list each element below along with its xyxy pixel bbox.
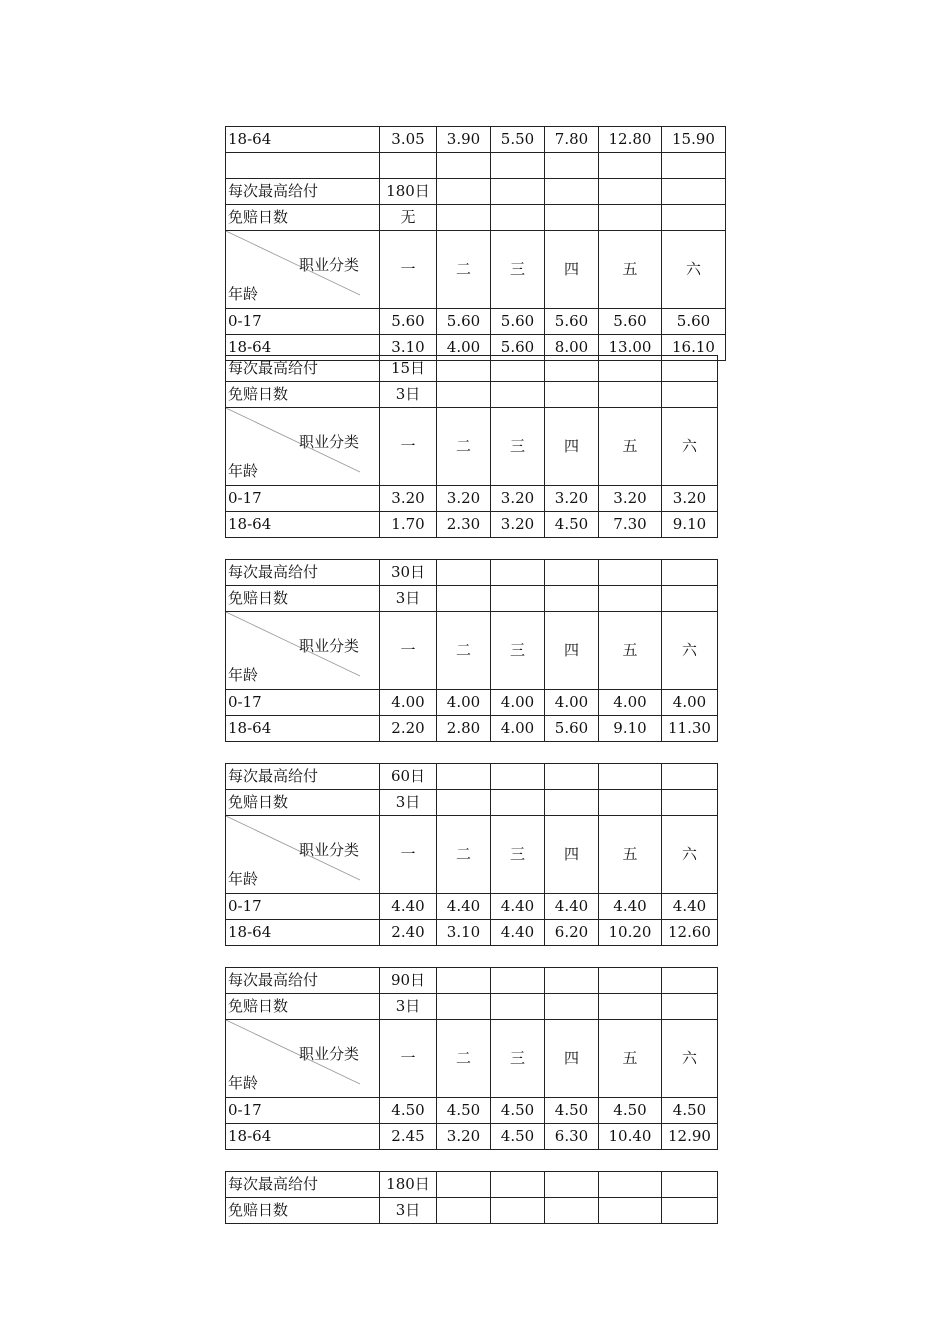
empty-cell <box>491 205 545 231</box>
max-pay-row <box>226 356 718 382</box>
class-header-row <box>226 816 718 894</box>
age-label: 年龄 <box>228 870 259 888</box>
rate-value: 5.60 <box>491 309 545 335</box>
empty-cell <box>491 560 545 586</box>
empty-cell <box>599 356 662 382</box>
rate-value: 4.00 <box>380 690 437 716</box>
occupation-class-label: 职业分类 <box>298 433 359 451</box>
age-label: 年龄 <box>228 462 259 480</box>
rate-row <box>226 309 726 335</box>
deductible-row <box>226 994 718 1020</box>
max-pay-row-label: 每次最高给付 <box>226 968 380 994</box>
empty-cell <box>599 1172 662 1198</box>
rate-value: 1.70 <box>380 512 437 538</box>
rate-value: 10.20 <box>599 920 662 946</box>
empty-cell <box>545 356 599 382</box>
empty-cell <box>437 764 491 790</box>
age-range: 18-64 <box>226 920 380 946</box>
occupation-class-5: 五 <box>599 408 662 486</box>
diagonal-header-cell <box>226 1020 380 1098</box>
empty-cell <box>662 560 718 586</box>
empty-cell <box>491 1172 545 1198</box>
diagonal-header-cell <box>226 408 380 486</box>
rate-value: 3.10 <box>437 920 491 946</box>
rate-value: 4.40 <box>545 894 599 920</box>
max-pay-row-label: 每次最高给付 <box>226 560 380 586</box>
occupation-class-3: 三 <box>491 408 545 486</box>
deductible-row-label: 免赔日数 <box>226 790 380 816</box>
deductible-row-value: 3日 <box>380 1198 437 1224</box>
rate-value: 4.00 <box>437 690 491 716</box>
empty-cell <box>545 1198 599 1224</box>
age-range: 18-64 <box>226 127 380 153</box>
rate-value: 4.40 <box>599 894 662 920</box>
rate-value: 9.10 <box>599 716 662 742</box>
empty-cell <box>545 764 599 790</box>
occupation-class-4: 四 <box>545 612 599 690</box>
diagonal-header-cell <box>226 816 380 894</box>
max-pay-row-label: 每次最高给付 <box>226 356 380 382</box>
occupation-class-2: 二 <box>437 231 491 309</box>
rate-value: 4.50 <box>545 1098 599 1124</box>
empty-cell <box>662 356 718 382</box>
rate-value: 4.50 <box>380 1098 437 1124</box>
class-header-row <box>226 408 718 486</box>
empty-cell <box>545 382 599 408</box>
empty-cell <box>599 586 662 612</box>
rate-value: 2.80 <box>437 716 491 742</box>
max-pay-row-label: 每次最高给付 <box>226 179 380 205</box>
deductible-row <box>226 790 718 816</box>
rate-table-30-days <box>225 559 718 742</box>
empty-cell <box>545 994 599 1020</box>
rate-value: 6.30 <box>545 1124 599 1150</box>
empty-cell <box>599 382 662 408</box>
age-label: 年龄 <box>228 285 259 303</box>
occupation-class-4: 四 <box>545 408 599 486</box>
occupation-class-2: 二 <box>437 408 491 486</box>
empty-cell <box>545 179 599 205</box>
rate-value: 12.60 <box>662 920 718 946</box>
rate-value: 5.50 <box>491 127 545 153</box>
rate-value: 7.80 <box>545 127 599 153</box>
rate-value: 12.90 <box>662 1124 718 1150</box>
rate-value: 16.10 <box>662 335 726 361</box>
occupation-class-6: 六 <box>662 231 726 309</box>
empty-cell <box>662 994 718 1020</box>
rate-value: 4.40 <box>437 894 491 920</box>
occupation-class-2: 二 <box>437 612 491 690</box>
empty-cell <box>491 356 545 382</box>
occupation-class-5: 五 <box>599 612 662 690</box>
empty-cell <box>662 790 718 816</box>
occupation-class-label: 职业分类 <box>298 637 359 655</box>
max-pay-row-label: 每次最高给付 <box>226 764 380 790</box>
age-range: 0-17 <box>226 309 380 335</box>
max-pay-row <box>226 1172 718 1198</box>
rate-value: 5.60 <box>380 309 437 335</box>
rate-row <box>226 127 726 153</box>
rate-value: 11.30 <box>662 716 718 742</box>
rate-value: 4.50 <box>491 1098 545 1124</box>
rate-value: 4.40 <box>491 894 545 920</box>
deductible-row-value: 无 <box>380 205 437 231</box>
rate-value: 4.00 <box>437 335 491 361</box>
rate-row <box>226 1124 718 1150</box>
occupation-class-label: 职业分类 <box>298 256 359 274</box>
occupation-class-3: 三 <box>491 231 545 309</box>
max-pay-row <box>226 560 718 586</box>
max-pay-row <box>226 179 726 205</box>
occupation-class-5: 五 <box>599 231 662 309</box>
occupation-class-label: 职业分类 <box>298 1045 359 1063</box>
age-range: 0-17 <box>226 1098 380 1124</box>
rate-value: 15.90 <box>662 127 726 153</box>
empty-cell <box>545 790 599 816</box>
deductible-row-label: 免赔日数 <box>226 1198 380 1224</box>
empty-cell <box>599 560 662 586</box>
rate-value: 5.60 <box>545 716 599 742</box>
occupation-class-2: 二 <box>437 816 491 894</box>
empty-cell <box>545 153 599 179</box>
rate-table-180-days-no-deductible <box>225 126 726 361</box>
deductible-row-value: 3日 <box>380 994 437 1020</box>
max-pay-row-value: 180日 <box>380 1172 437 1198</box>
empty-cell <box>545 1172 599 1198</box>
empty-cell <box>599 790 662 816</box>
rate-table-60-days <box>225 763 718 946</box>
rate-value: 4.50 <box>662 1098 718 1124</box>
empty-cell <box>437 790 491 816</box>
deductible-row <box>226 586 718 612</box>
empty-cell <box>662 1172 718 1198</box>
empty-cell <box>437 1172 491 1198</box>
deductible-row-value: 3日 <box>380 382 437 408</box>
rate-value: 3.20 <box>491 486 545 512</box>
empty-cell <box>599 153 662 179</box>
empty-cell <box>662 153 726 179</box>
empty-cell <box>545 968 599 994</box>
empty-cell <box>599 968 662 994</box>
deductible-row <box>226 382 718 408</box>
age-range: 18-64 <box>226 1124 380 1150</box>
rate-value: 4.40 <box>662 894 718 920</box>
empty-cell <box>491 586 545 612</box>
rate-value: 4.50 <box>491 1124 545 1150</box>
rate-row <box>226 512 718 538</box>
occupation-class-3: 三 <box>491 816 545 894</box>
rate-value: 2.40 <box>380 920 437 946</box>
empty-cell <box>662 179 726 205</box>
rate-value: 4.00 <box>491 690 545 716</box>
empty-cell <box>662 586 718 612</box>
age-range: 18-64 <box>226 335 380 361</box>
empty-cell <box>491 1198 545 1224</box>
empty-cell <box>545 205 599 231</box>
class-header-row <box>226 612 718 690</box>
max-pay-row-value: 30日 <box>380 560 437 586</box>
rate-value: 4.00 <box>662 690 718 716</box>
rate-value: 4.00 <box>545 690 599 716</box>
occupation-class-6: 六 <box>662 816 718 894</box>
class-header-row <box>226 231 726 309</box>
occupation-class-4: 四 <box>545 816 599 894</box>
rate-value: 6.20 <box>545 920 599 946</box>
occupation-class-1: 一 <box>380 1020 437 1098</box>
empty-cell <box>491 968 545 994</box>
rate-value: 3.20 <box>437 486 491 512</box>
empty-cell <box>437 560 491 586</box>
occupation-class-2: 二 <box>437 1020 491 1098</box>
rate-table-180-days <box>225 1171 718 1224</box>
deductible-row-label: 免赔日数 <box>226 382 380 408</box>
empty-cell <box>545 586 599 612</box>
deductible-row <box>226 205 726 231</box>
age-range: 0-17 <box>226 894 380 920</box>
max-pay-row-value: 180日 <box>380 179 437 205</box>
occupation-class-5: 五 <box>599 816 662 894</box>
empty-cell <box>491 764 545 790</box>
age-label: 年龄 <box>228 1074 259 1092</box>
rate-row <box>226 894 718 920</box>
empty-cell <box>437 1198 491 1224</box>
empty-cell <box>226 153 380 179</box>
max-pay-row <box>226 764 718 790</box>
rate-value: 3.20 <box>491 512 545 538</box>
rate-value: 4.50 <box>599 1098 662 1124</box>
occupation-class-1: 一 <box>380 816 437 894</box>
rate-value: 12.80 <box>599 127 662 153</box>
empty-cell <box>599 1198 662 1224</box>
deductible-row <box>226 1198 718 1224</box>
occupation-class-6: 六 <box>662 612 718 690</box>
empty-cell <box>545 560 599 586</box>
occupation-class-1: 一 <box>380 231 437 309</box>
rate-value: 4.40 <box>491 920 545 946</box>
rate-value: 5.60 <box>545 309 599 335</box>
rate-value: 3.90 <box>437 127 491 153</box>
occupation-class-1: 一 <box>380 408 437 486</box>
rate-value: 5.60 <box>599 309 662 335</box>
max-pay-row-value: 15日 <box>380 356 437 382</box>
rate-value: 2.45 <box>380 1124 437 1150</box>
empty-cell <box>662 1198 718 1224</box>
rate-value: 3.20 <box>662 486 718 512</box>
empty-cell <box>437 994 491 1020</box>
rate-value: 10.40 <box>599 1124 662 1150</box>
empty-cell <box>491 382 545 408</box>
empty-cell <box>380 153 437 179</box>
occupation-class-6: 六 <box>662 1020 718 1098</box>
deductible-row-value: 3日 <box>380 586 437 612</box>
rate-value: 8.00 <box>545 335 599 361</box>
rate-value: 4.40 <box>380 894 437 920</box>
blank-row <box>226 153 726 179</box>
empty-cell <box>662 205 726 231</box>
max-pay-row-value: 60日 <box>380 764 437 790</box>
occupation-class-4: 四 <box>545 231 599 309</box>
age-range: 18-64 <box>226 716 380 742</box>
deductible-row-label: 免赔日数 <box>226 586 380 612</box>
occupation-class-4: 四 <box>545 1020 599 1098</box>
rate-value: 9.10 <box>662 512 718 538</box>
empty-cell <box>662 382 718 408</box>
rate-value: 3.05 <box>380 127 437 153</box>
empty-cell <box>491 153 545 179</box>
rate-value: 5.60 <box>491 335 545 361</box>
empty-cell <box>491 790 545 816</box>
age-range: 18-64 <box>226 512 380 538</box>
empty-cell <box>437 179 491 205</box>
occupation-class-3: 三 <box>491 1020 545 1098</box>
occupation-class-1: 一 <box>380 612 437 690</box>
rate-value: 4.00 <box>599 690 662 716</box>
rate-value: 5.60 <box>662 309 726 335</box>
rate-value: 3.20 <box>437 1124 491 1150</box>
rate-value: 4.50 <box>437 1098 491 1124</box>
deductible-row-label: 免赔日数 <box>226 205 380 231</box>
rate-row <box>226 920 718 946</box>
age-range: 0-17 <box>226 690 380 716</box>
empty-cell <box>662 968 718 994</box>
rate-value: 13.00 <box>599 335 662 361</box>
rate-row <box>226 1098 718 1124</box>
rate-value: 2.20 <box>380 716 437 742</box>
class-header-row <box>226 1020 718 1098</box>
rate-table-90-days <box>225 967 718 1150</box>
rate-row <box>226 716 718 742</box>
rate-value: 3.20 <box>380 486 437 512</box>
deductible-row-value: 3日 <box>380 790 437 816</box>
empty-cell <box>599 179 662 205</box>
rate-value: 2.30 <box>437 512 491 538</box>
empty-cell <box>599 764 662 790</box>
max-pay-row-label: 每次最高给付 <box>226 1172 380 1198</box>
max-pay-row <box>226 968 718 994</box>
rate-row <box>226 486 718 512</box>
rate-row <box>226 690 718 716</box>
rate-value: 5.60 <box>437 309 491 335</box>
max-pay-row-value: 90日 <box>380 968 437 994</box>
empty-cell <box>437 382 491 408</box>
occupation-class-3: 三 <box>491 612 545 690</box>
rate-value: 4.50 <box>545 512 599 538</box>
age-label: 年龄 <box>228 666 259 684</box>
rate-value: 7.30 <box>599 512 662 538</box>
occupation-class-label: 职业分类 <box>298 841 359 859</box>
rate-value: 4.00 <box>491 716 545 742</box>
empty-cell <box>437 153 491 179</box>
empty-cell <box>437 356 491 382</box>
rate-value: 3.20 <box>599 486 662 512</box>
empty-cell <box>491 179 545 205</box>
age-range: 0-17 <box>226 486 380 512</box>
rate-table-15-days <box>225 355 718 538</box>
empty-cell <box>437 968 491 994</box>
rate-value: 3.10 <box>380 335 437 361</box>
deductible-row-label: 免赔日数 <box>226 994 380 1020</box>
empty-cell <box>491 994 545 1020</box>
empty-cell <box>437 586 491 612</box>
empty-cell <box>662 764 718 790</box>
rate-value: 3.20 <box>545 486 599 512</box>
diagonal-header-cell <box>226 231 380 309</box>
diagonal-header-cell <box>226 612 380 690</box>
occupation-class-5: 五 <box>599 1020 662 1098</box>
empty-cell <box>599 994 662 1020</box>
occupation-class-6: 六 <box>662 408 718 486</box>
empty-cell <box>437 205 491 231</box>
empty-cell <box>599 205 662 231</box>
